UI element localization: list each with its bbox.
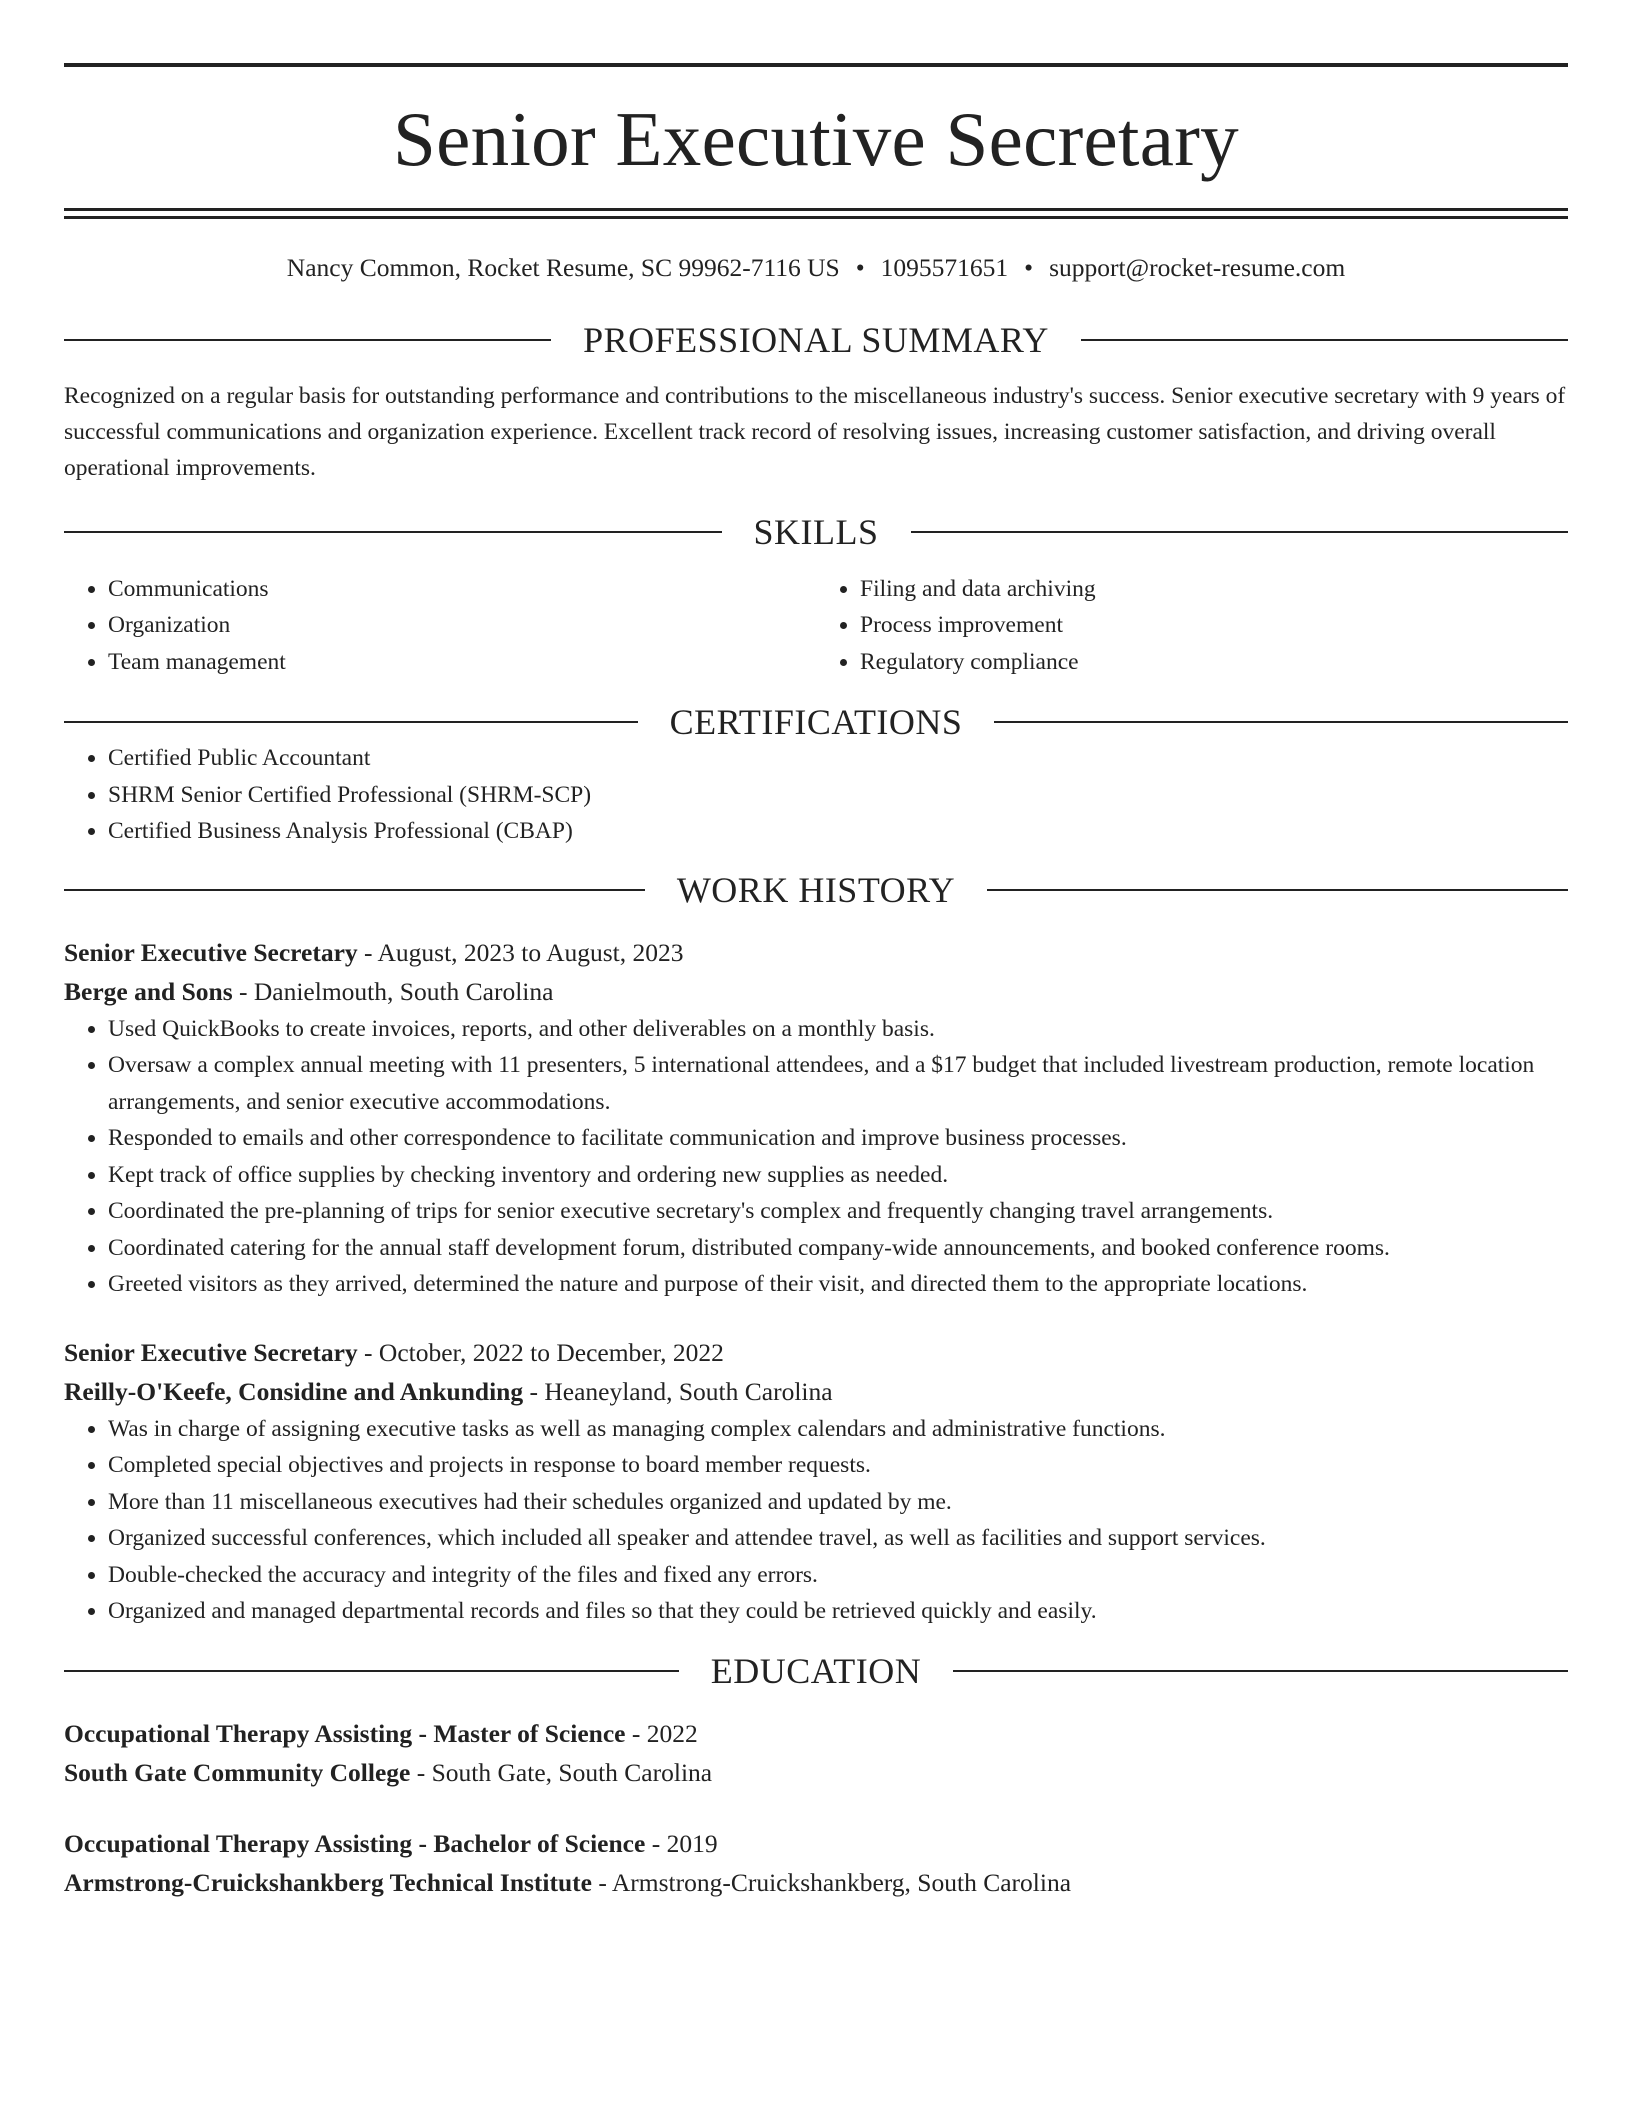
education-school-line [64, 1863, 1568, 1902]
heading-rule [987, 889, 1568, 891]
education-degree: Occupational Therapy Assisting - Master of Science [64, 1718, 626, 1748]
education-entry [64, 1824, 1568, 1902]
contact-address: Nancy Common, Rocket Resume, SC 99962-7116 US [286, 253, 840, 282]
contact-phone: 1095571651 [880, 253, 1009, 282]
title-double-rule [64, 208, 1568, 219]
education-degree: Occupational Therapy Assisting - Bachelor of Science [64, 1828, 646, 1858]
summary-text: Recognized on a regular basis for outstanding performance and contributions to the miscellaneous industry's success. Senior executive secretary with 9 years of successful communications and organization experience. Excellent track record of resolving issues, increasing customer satisfaction, and driving overall operational improvements. [64, 382, 1566, 481]
job-company: Berge and Sons [64, 976, 233, 1006]
heading-rule [64, 531, 722, 533]
job-title: Senior Executive Secretary [64, 1337, 358, 1367]
resume-title: Senior Executive Secretary [393, 96, 1239, 182]
heading-rule [953, 1670, 1568, 1672]
job-duty: • Coordinated the pre-planning of trips for senior executive secretary's complex and frequently changing travel arrangements. [108, 1193, 1568, 1230]
job-entry [64, 1333, 1568, 1630]
skill-item: • Regulatory compliance [860, 644, 1568, 681]
job-duties-list [64, 1411, 1568, 1630]
section-title: WORK HISTORY [676, 869, 956, 910]
contact-separator: • [1024, 253, 1034, 282]
job-duty: • Was in charge of assigning executive tasks as well as managing complex calendars and administrative functions. [108, 1411, 1568, 1448]
job-duty: • Organized successful conferences, which included all speaker and attendee travel, as well as facilities and support services. [108, 1520, 1568, 1557]
section-title: SKILLS [753, 511, 879, 552]
heading-rule [911, 531, 1569, 533]
job-duty: • More than 11 miscellaneous executives had their schedules organized and updated by me. [108, 1484, 1568, 1521]
job-duty: • Oversaw a complex annual meeting with 11 presenters, 5 international attendees, and a $17 budget that included livestream production, remote location arrangements, and senior executive accommodations. [108, 1047, 1568, 1120]
contact-line [64, 253, 1568, 284]
heading-rule [64, 339, 551, 341]
certifications-list [64, 740, 1568, 850]
education-location: - Armstrong-Cruickshankberg, South Carolina [592, 1867, 1072, 1897]
section-title: PROFESSIONAL SUMMARY [583, 319, 1049, 360]
section-heading-education [64, 1650, 1568, 1691]
job-title-line [64, 1333, 1568, 1372]
job-title: Senior Executive Secretary [64, 937, 358, 967]
job-dates: - August, 2023 to August, 2023 [357, 937, 684, 967]
job-location: - Heaneyland, South Carolina [523, 1376, 833, 1406]
job-duty: • Greeted visitors as they arrived, determined the nature and purpose of their visit, and directed them to the appropriate locations. [108, 1266, 1568, 1303]
skill-item: • Filing and data archiving [860, 571, 1568, 608]
skills-grid [64, 571, 1568, 681]
job-duty: • Responded to emails and other correspondence to facilitate communication and improve business processes. [108, 1120, 1568, 1157]
education-degree-line [64, 1824, 1568, 1863]
job-duty: • Organized and managed departmental records and files so that they could be retrieved quickly and easily. [108, 1593, 1568, 1630]
job-company-line [64, 972, 1568, 1011]
heading-rule [994, 721, 1568, 723]
skill-item: • Organization [108, 607, 816, 644]
job-duties-list [64, 1011, 1568, 1303]
certification-item: • Certified Business Analysis Professional (CBAP) [108, 813, 1568, 850]
skill-item: • Team management [108, 644, 816, 681]
job-dates: - October, 2022 to December, 2022 [357, 1337, 724, 1367]
section-heading-skills [64, 511, 1568, 552]
education-entry [64, 1714, 1568, 1792]
section-heading-work-history [64, 869, 1568, 910]
job-entry [64, 933, 1568, 1303]
skills-list-left [64, 571, 816, 681]
section-title: EDUCATION [710, 1650, 922, 1691]
job-company: Reilly-O'Keefe, Considine and Ankunding [64, 1376, 524, 1406]
top-rule [64, 63, 1568, 67]
heading-rule [64, 889, 645, 891]
certification-item: • SHRM Senior Certified Professional (SHRM-SCP) [108, 777, 1568, 814]
job-duty: • Completed special objectives and projects in response to board member requests. [108, 1447, 1568, 1484]
certification-item: • Certified Public Accountant [108, 740, 1568, 777]
job-title-line [64, 933, 1568, 972]
skill-item: • Communications [108, 571, 816, 608]
education-year: - 2022 [625, 1718, 698, 1748]
heading-rule [1081, 339, 1568, 341]
skill-item: • Process improvement [860, 607, 1568, 644]
education-location: - South Gate, South Carolina [410, 1757, 713, 1787]
job-duty: • Coordinated catering for the annual staff development forum, distributed company-wide announcements, and booked conference rooms. [108, 1230, 1568, 1267]
heading-rule [64, 1670, 679, 1672]
section-heading-summary [64, 319, 1568, 360]
job-location: - Danielmouth, South Carolina [232, 976, 554, 1006]
contact-email: support@rocket-resume.com [1049, 253, 1346, 282]
skills-list-right [816, 571, 1568, 681]
job-duty: • Kept track of office supplies by checking inventory and ordering new supplies as needed. [108, 1157, 1568, 1194]
job-duty: • Used QuickBooks to create invoices, reports, and other deliverables on a monthly basis. [108, 1011, 1568, 1048]
contact-separator: • [855, 253, 865, 282]
education-school: Armstrong-Cruickshankberg Technical Institute [64, 1867, 592, 1897]
education-school: South Gate Community College [64, 1757, 411, 1787]
job-duty: • Double-checked the accuracy and integrity of the files and fixed any errors. [108, 1557, 1568, 1594]
job-company-line [64, 1372, 1568, 1411]
education-school-line [64, 1753, 1568, 1792]
education-year: - 2019 [645, 1828, 718, 1858]
section-title: CERTIFICATIONS [669, 702, 963, 743]
education-degree-line [64, 1714, 1568, 1753]
heading-rule [64, 721, 638, 723]
section-heading-certifications [64, 702, 1568, 743]
